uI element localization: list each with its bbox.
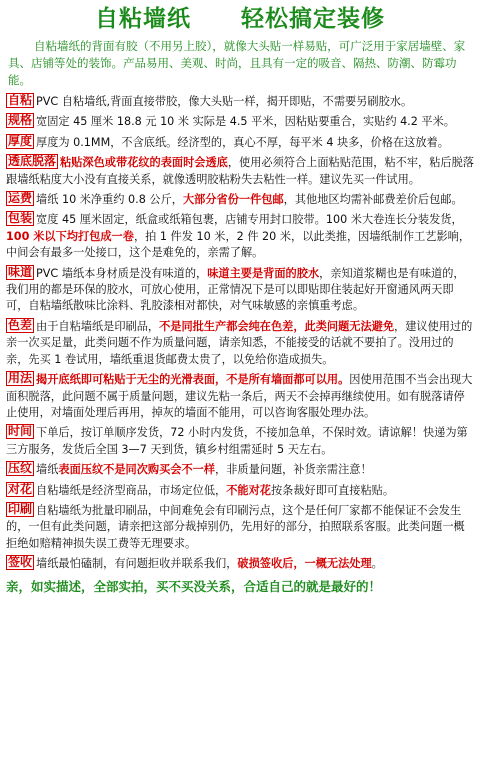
notice-section — [6, 502, 474, 552]
section-text: 按条裁好即可直接粘贴。 — [270, 483, 395, 497]
section-text: ，拍 1 件发 10 米，2 件 20 米，以此类推，因墙纸制作工艺影响，中间会有最多一处接口，这个是难免的，亲需了解。 — [6, 229, 471, 260]
notice-section — [6, 555, 474, 572]
section-text: ，非质量问题，补货亲需注意！ — [215, 463, 372, 477]
section-text: 下单后，按订单顺序发货，72 小时内发货，不接加急单，不保时效。请谅解！快递为第三方服务，发货后全国 3—7 天到货，镇乡村组需延时 5 天左右。 — [6, 426, 468, 456]
section-highlight: 破损签收后，一概无法处理 — [237, 557, 372, 571]
footer-slogan: 亲，如实描述，全部实拍，买不买没关系，合适自己的就是最好的！ — [6, 578, 382, 594]
section-tag: 色差 — [8, 317, 33, 332]
section-tag: 时间 — [8, 424, 33, 439]
section-text: 宽度 45 厘米固定，纸盒或纸箱包裹，店铺专用封口胶带。100 米大卷连长分装发货， — [36, 213, 463, 227]
section-tag: 自粘 — [8, 93, 33, 107]
section-text: PVC 墙纸本身材质是没有味道的， — [36, 266, 208, 280]
section-text: 宽固定 45 厘米 18.8 元 10 米 实际是 4.5 平米，因粘贴要重合，实贴约 4.2 平米。 — [36, 115, 455, 129]
section-highlight: 100 米以下均打包成一卷 — [6, 229, 134, 243]
notice-section — [6, 93, 474, 110]
section-text: ，其他地区均需补邮费差价后包邮。 — [283, 193, 463, 207]
notice-section — [6, 318, 474, 368]
section-text: 自粘墙纸是经济型商品，市场定位低， — [36, 483, 227, 497]
section-text: 墙纸最怕磕制，有问题拒收并联系我们， — [36, 557, 238, 571]
section-tag: 用法 — [8, 371, 33, 386]
section-tag: 运费 — [8, 191, 33, 206]
section-highlight: 表面压纹不是同次购买会不一样 — [58, 463, 216, 477]
section-tag: 规格 — [8, 113, 33, 128]
section-text: 自粘墙纸为批量印刷品，中间难免会有印刷污点，这个是任何厂家都不能保证不会发生的，一但有此类问题，请亲把这部分裁掉别仍，先用好的部分，拍照联系客服。此类问题一概拒绝如赔精神损失误工费等无理要求。 — [6, 503, 465, 550]
title-left: 自粘墙纸 — [95, 5, 191, 32]
section-tag: 厚度 — [8, 133, 33, 148]
section-tag: 印刷 — [8, 501, 33, 516]
notice-section — [6, 211, 474, 261]
notice-section — [6, 191, 474, 208]
section-highlight: 不能对花 — [226, 483, 271, 497]
section-tag: 签收 — [8, 555, 33, 570]
notice-section — [6, 424, 474, 458]
section-text: ，使用必须符合上面粘贴范围，粘不牢，粘后脱落跟墙纸粘度大小没有直接关系，就像透明胶粘粉失去粘性一样。建议先买一件试用。 — [6, 156, 474, 186]
notice-sections — [6, 93, 474, 573]
intro-paragraph: 自粘墙纸的背面有胶（不用另上胶），就像大头贴一样易贴，可广泛用于家居墙壁、家具、店铺等处的装饰。产品易用、美观、时尚，且具有一定的吸音、隔热、防潮、防霉功能。 — [8, 39, 466, 87]
notice-section — [6, 371, 474, 421]
section-text: 厚度为 0.1MM，不含底纸。经济型的，真心不厚，每平米 4 块多，价格在这放着。 — [36, 135, 449, 149]
notice-section — [6, 134, 474, 151]
section-text: PVC 自粘墙纸,背面直接带胶，像大头贴一样，揭开即贴，不需要另刷胶水。 — [36, 95, 413, 108]
title-right: 轻松搞定装修 — [241, 5, 385, 32]
section-tag: 对花 — [8, 481, 33, 496]
section-text: 墙纸 — [36, 463, 59, 477]
section-text: 墙纸 10 米净重约 0.8 公斤， — [36, 193, 183, 207]
notice-section — [6, 113, 474, 130]
section-text: ，亲知道浆糊也是有味道的，我们用的都是环保的胶水，可放心使用，正常情况下是可以即贴即住装起好开窗通风两天即可，自粘墙纸散味比涂料、乳胶漆相对都快，对气味敏感的亲慎重考虑。 — [6, 266, 465, 313]
section-tag: 包装 — [8, 211, 33, 226]
section-text: 由于自粘墙纸是印刷品， — [36, 319, 160, 333]
section-text: 。 — [371, 557, 383, 571]
notice-section — [6, 482, 474, 499]
page-title — [6, 0, 474, 38]
section-tag: 透底脱落 — [8, 154, 57, 169]
notice-section — [6, 154, 474, 188]
notice-section — [6, 265, 474, 315]
section-text: 因使用范围不当会出现大面积脱落，此问题不属于质量问题，建议先粘一条后，两天不会掉再继续使用。如有脱落请停止使用，对墙面处理后再用，掉灰的墙面不能用，可以咨询客服处理办法。 — [6, 373, 473, 419]
section-tag: 压纹 — [8, 461, 33, 476]
section-highlight: 味道主要是背面的胶水 — [207, 266, 320, 280]
section-highlight: 大部分省份一件包邮 — [182, 193, 284, 207]
section-highlight: 揭开底纸即可粘贴于无尘的光滑表面，不是所有墙面都可以用。 — [36, 373, 350, 387]
notice-section — [6, 461, 474, 478]
section-text: ，建议使用过的亲一次买足量，此类问题不作为质量问题，请亲知悉，不能接受的话就不要拍了。没用过的亲，先买 1 卷试用，墙纸重退货邮费太贵了，以免给你造成损失。 — [6, 319, 473, 366]
section-tag: 味道 — [8, 264, 33, 279]
section-highlight: 不是同批生产都会纯在色差，此类问题无法避免 — [159, 319, 395, 333]
section-highlight: 粘贴深色或带花纹的表面时会透底 — [60, 156, 228, 170]
